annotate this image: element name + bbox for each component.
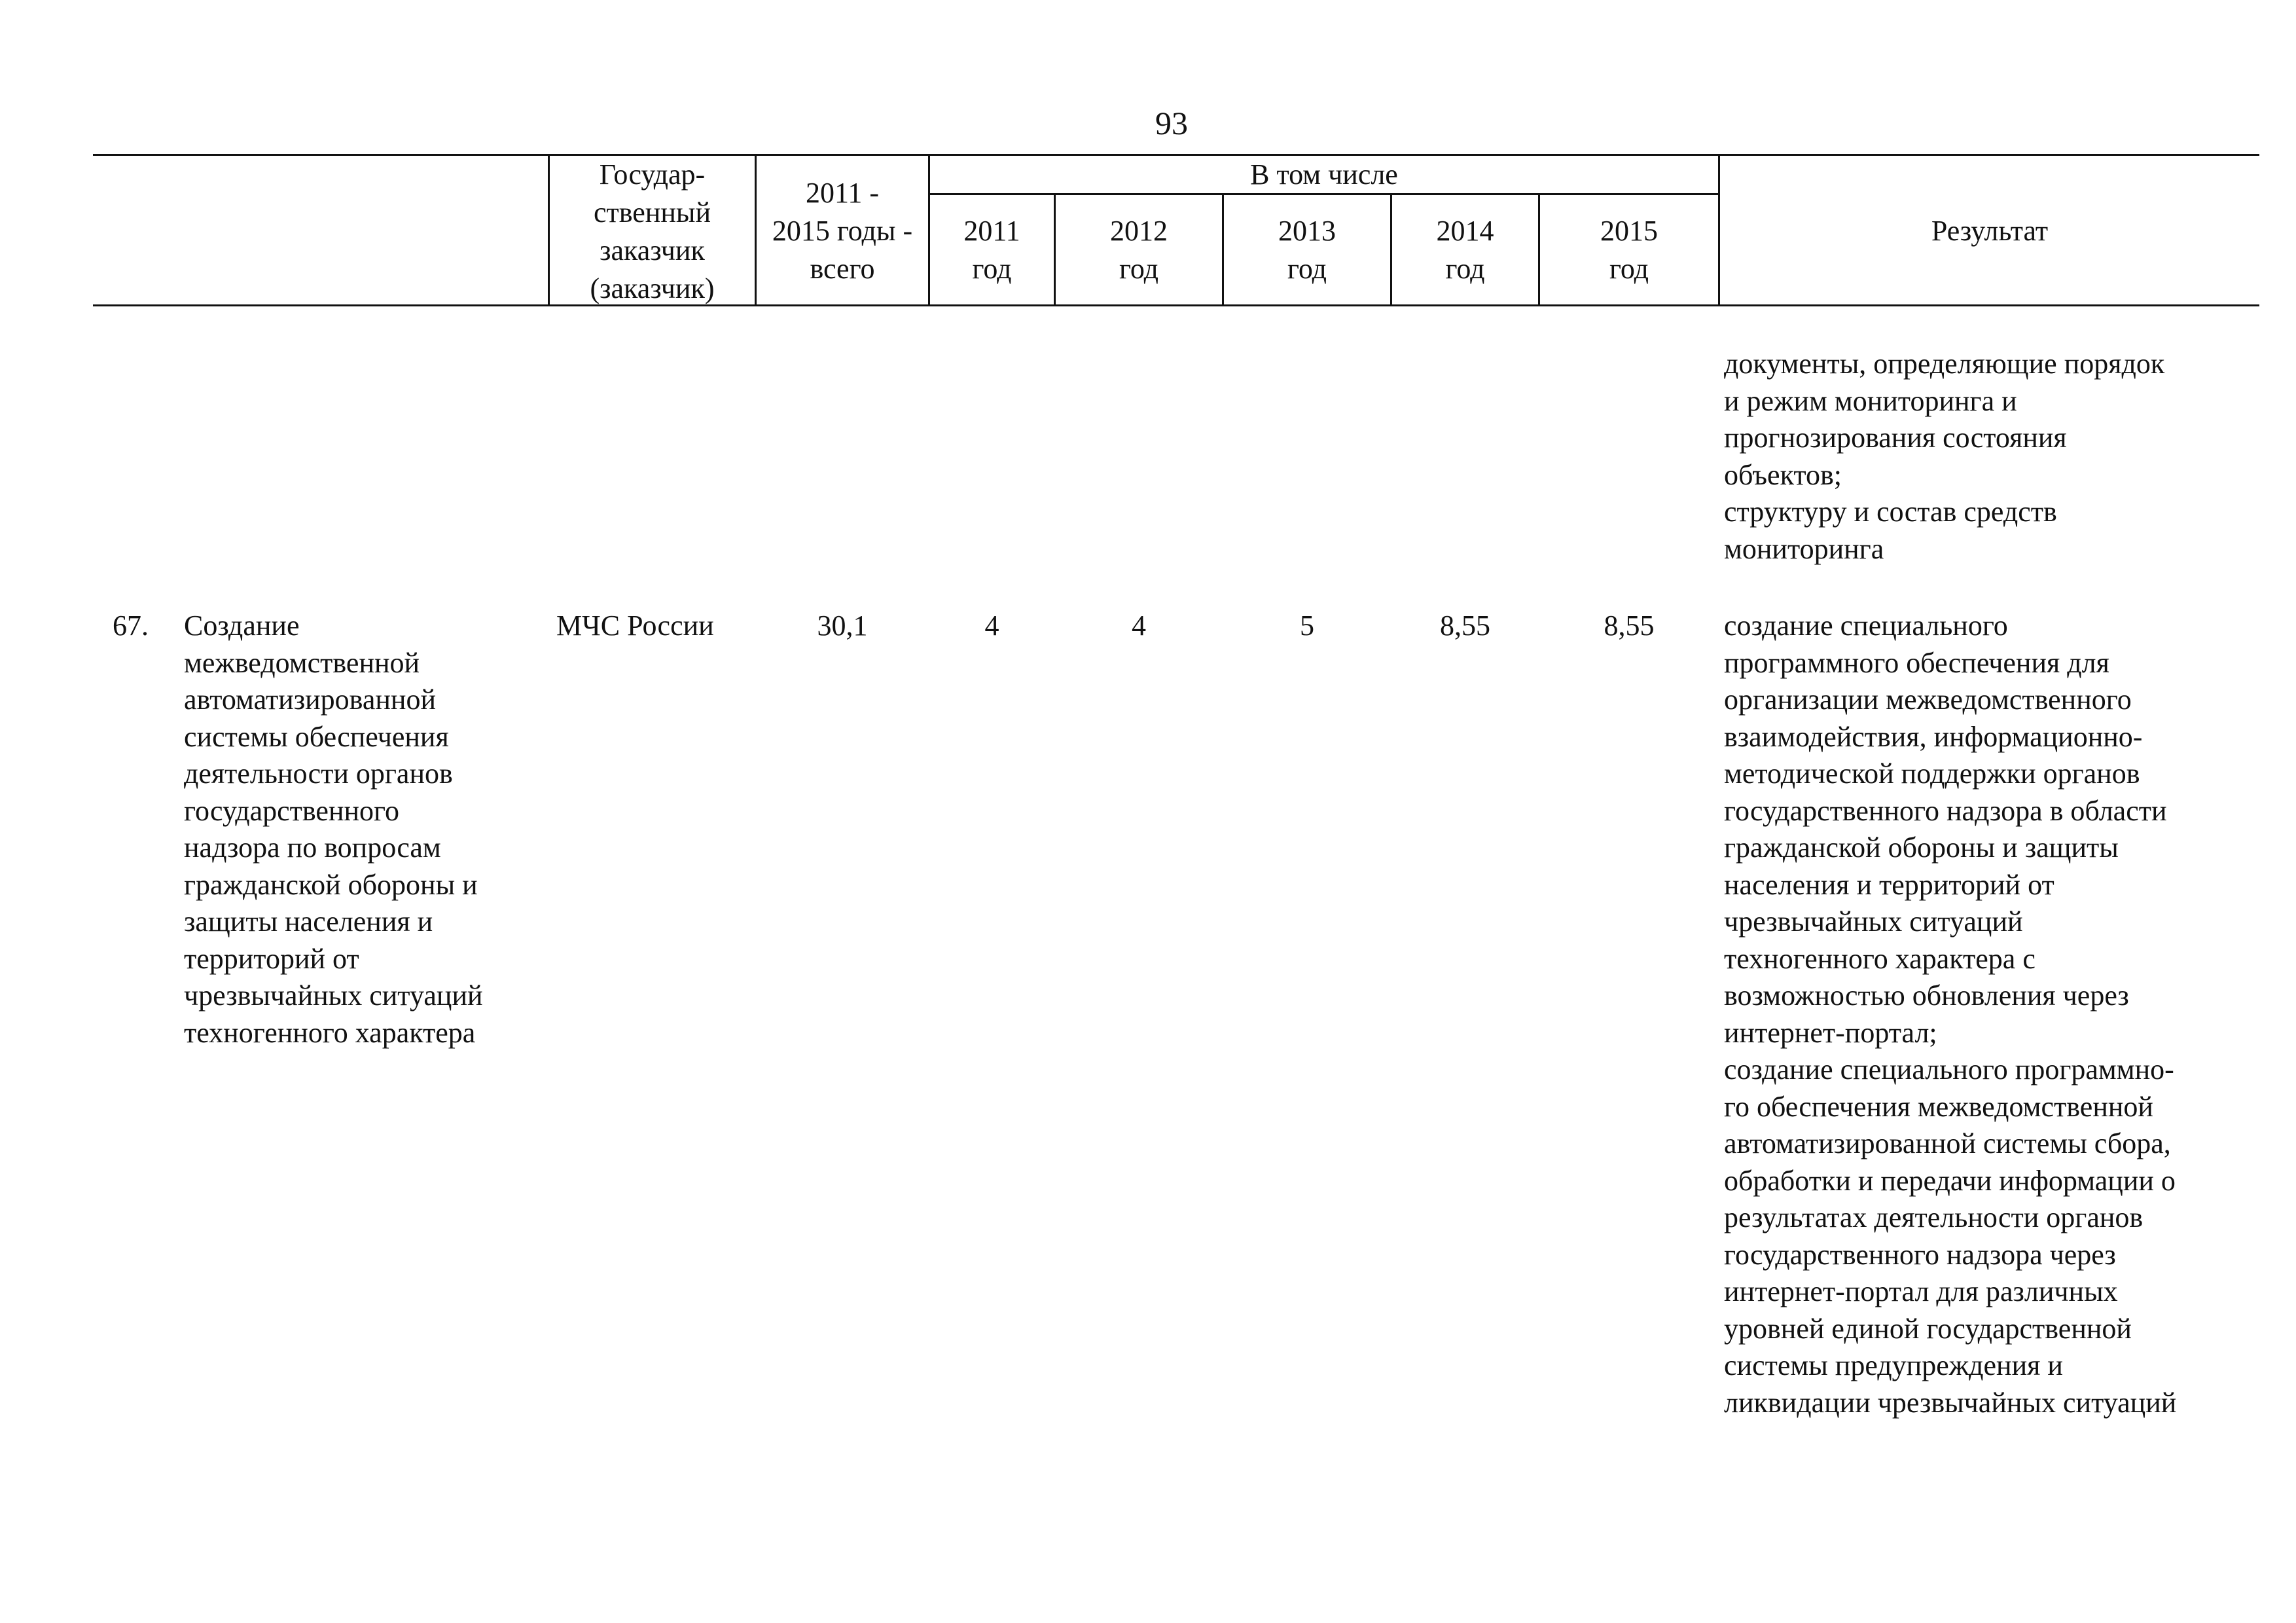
header-year-2013: 2013 год [1278, 215, 1336, 285]
row-2015: 8,55 [1604, 610, 1655, 642]
row-2012: 4 [1132, 610, 1146, 642]
row-result: создание специального программного обеспечения для организации межведомственного взаимодействия, информационно- методической поддержки органов государственного надзора в области гражданской обороны и защиты населения и территорий от чрезвычайных ситуаций техногенного характера с возможностью обновления через интернет-портал; создание специального программно- го обеспечения межведомственной автоматизированной системы сбора, обработки и передачи информации о результатах деятельности органов государственного надзора через интернет-портал для различных уровней единой государственной системы предупреждения и ликвидации чрезвычайных ситуаций [1724, 610, 2177, 1419]
header-year-2015: 2015 год [1600, 215, 1658, 285]
header-year-2012: 2012 год [1110, 215, 1168, 285]
header-year-2011: 2011 год [963, 215, 1020, 285]
table-header-bottom-border [93, 304, 2259, 306]
continuation-result-text: документы, определяющие порядок и режим мониторинга и прогнозирования состояния объектов; структуру и состав средств мониторинга [1724, 348, 2165, 565]
header-total: 2011 - 2015 годы - всего [772, 177, 913, 285]
header-year-2014: 2014 год [1436, 215, 1494, 285]
row-customer: МЧС России [556, 610, 714, 642]
header-result: Результат [1931, 215, 2049, 247]
row-2013: 5 [1300, 610, 1314, 642]
header-including: В том числе [1250, 158, 1398, 191]
row-2014: 8,55 [1440, 610, 1490, 642]
page-number: 93 [1155, 105, 1188, 141]
header-customer: Государ- ственный заказчик (заказчик) [590, 158, 715, 304]
row-2011: 4 [984, 610, 999, 642]
row-total: 30,1 [817, 610, 868, 642]
row-number: 67. [113, 610, 149, 642]
row-name: Создание межведомственной автоматизированной системы обеспечения деятельности органов государственного надзора по вопросам гражданской обороны и защиты населения и территорий от чрезвычайных ситуаций техногенного характера [184, 610, 483, 1049]
